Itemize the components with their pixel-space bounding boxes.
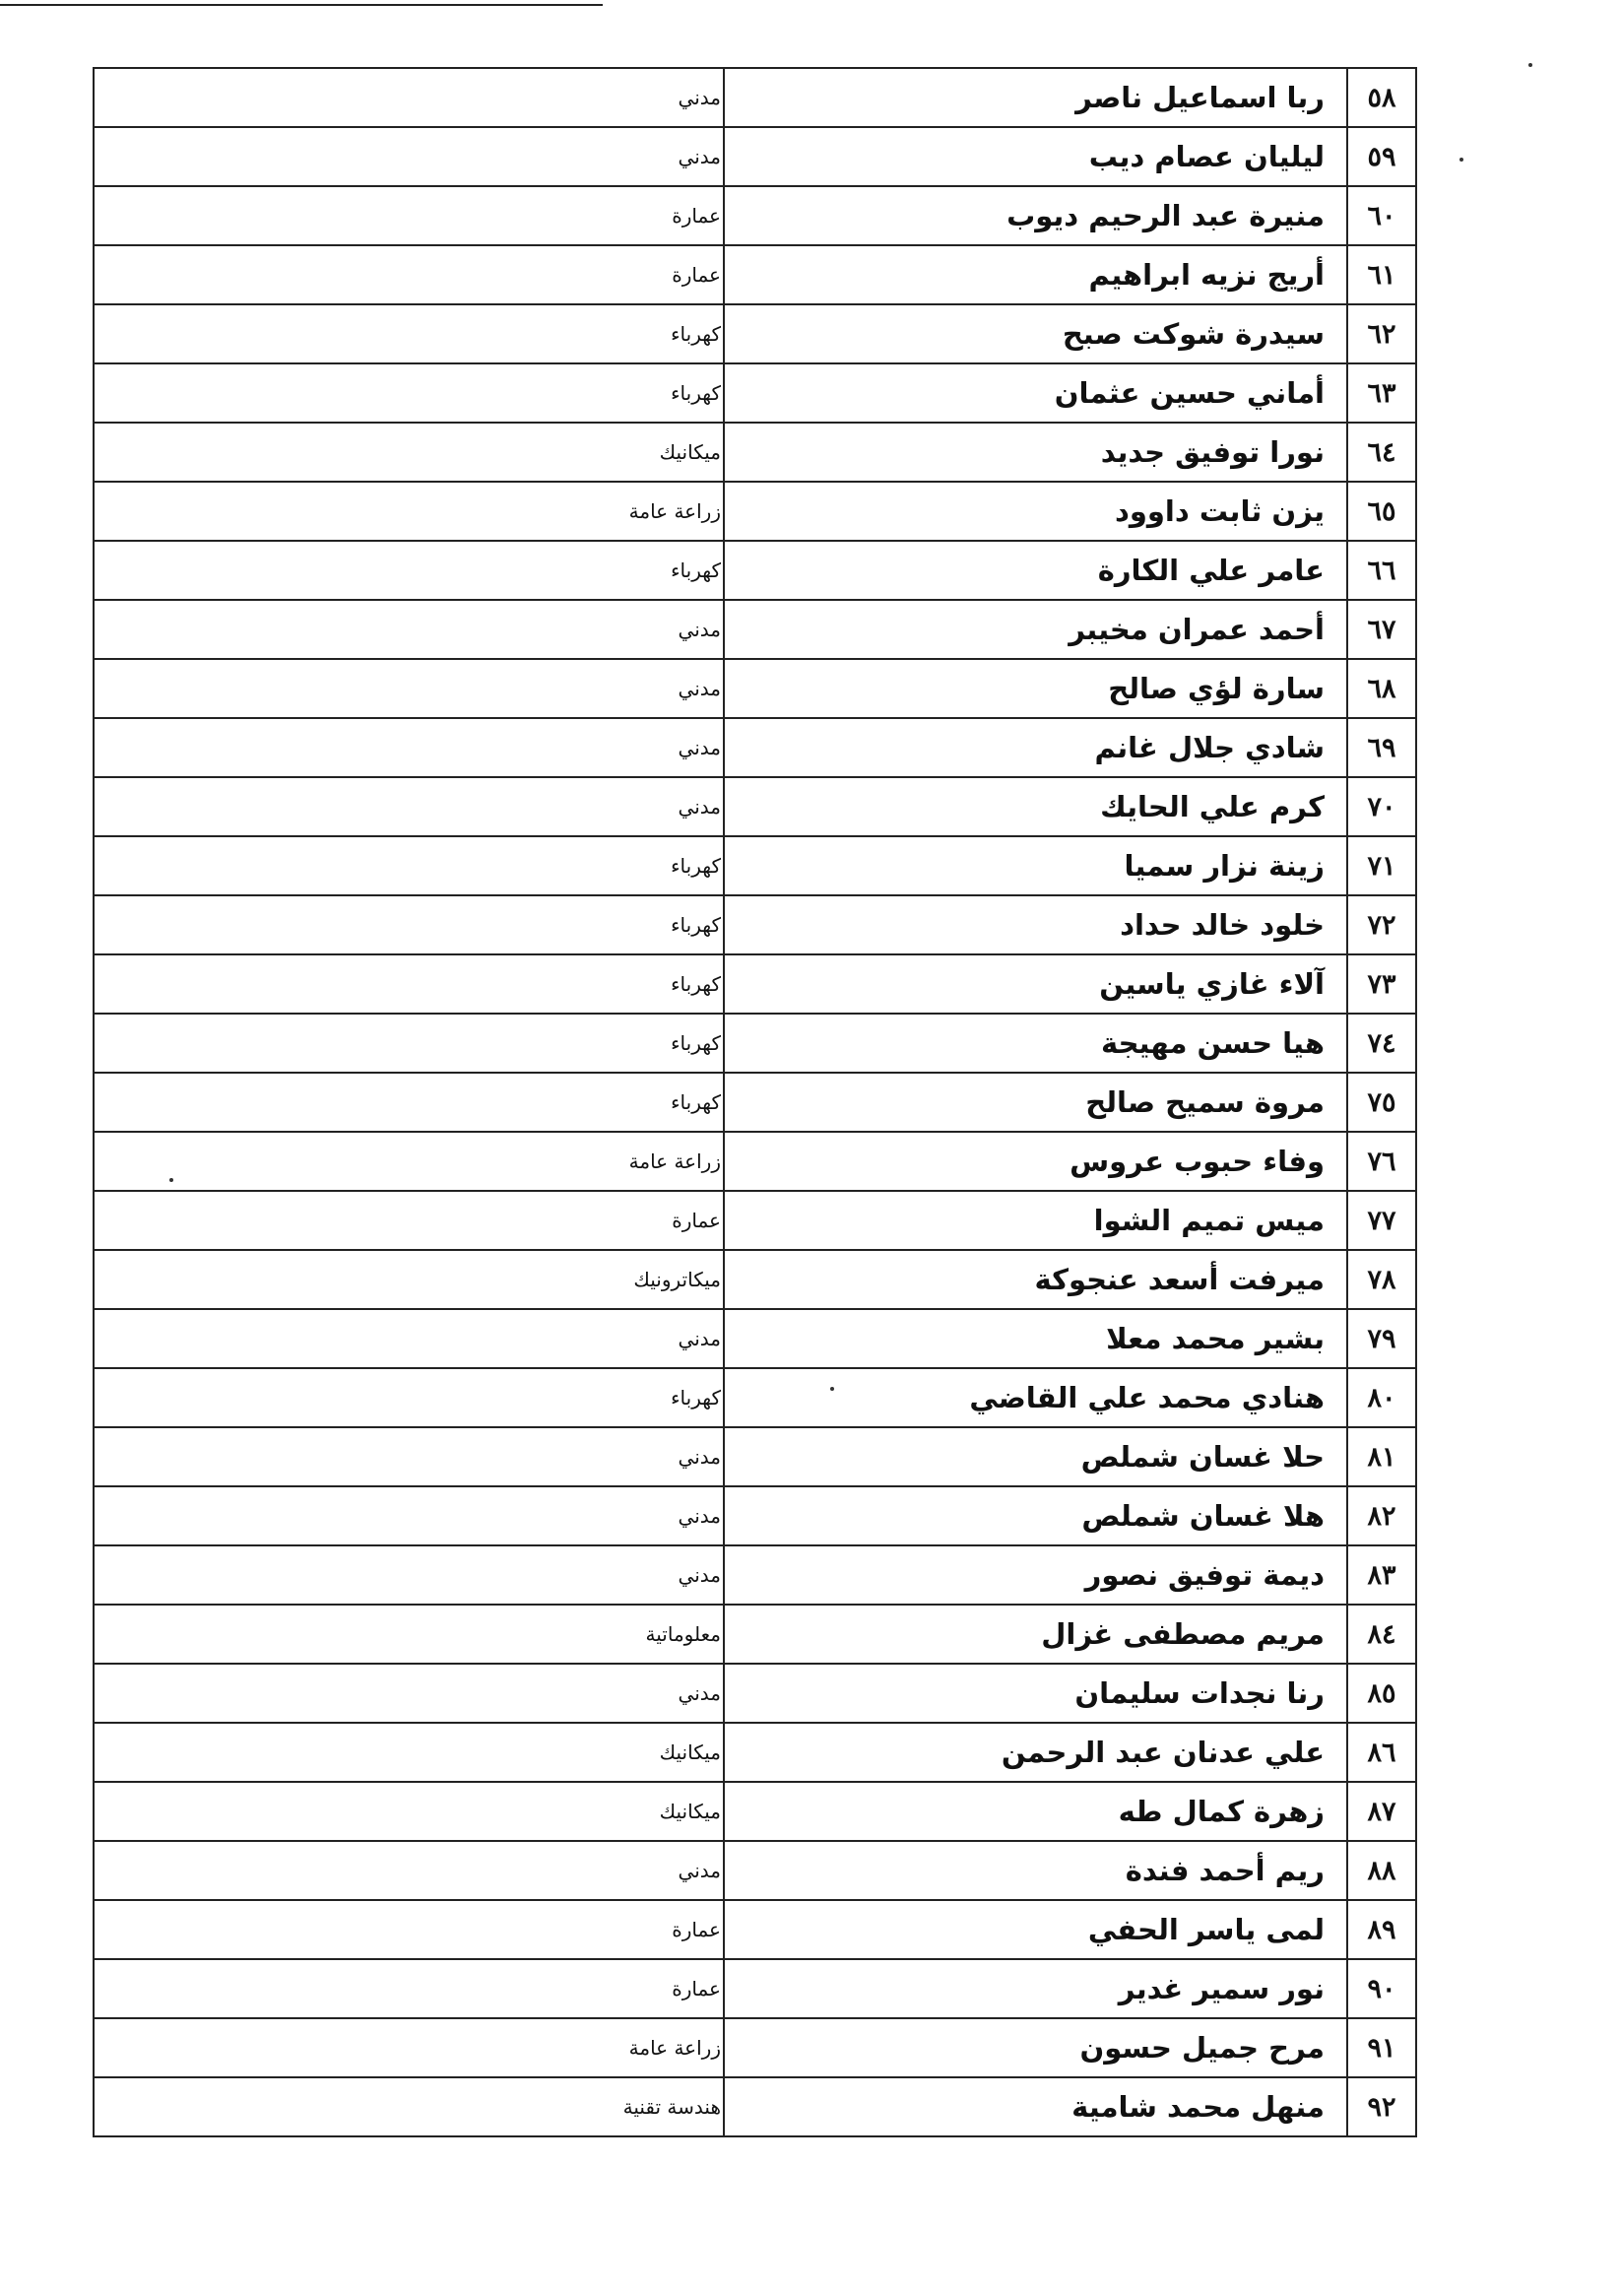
- table-row: [94, 954, 1416, 1014]
- row-number: ٨٨: [1347, 1841, 1416, 1900]
- department: هندسة تقنية: [94, 2077, 724, 2136]
- table-row: [94, 245, 1416, 304]
- row-number: ٩٢: [1347, 2077, 1416, 2136]
- student-name: هنادي محمد علي القاضي: [724, 1368, 1347, 1427]
- department: مدني: [94, 1841, 724, 1900]
- student-name: زهرة كمال طه: [724, 1782, 1347, 1841]
- department: مدني: [94, 1545, 724, 1605]
- student-name: أريج نزيه ابراهيم: [724, 245, 1347, 304]
- department: كهرباء: [94, 304, 724, 363]
- table-row: [94, 659, 1416, 718]
- row-number: ٧٦: [1347, 1132, 1416, 1191]
- row-number: ٧٧: [1347, 1191, 1416, 1250]
- row-number: ٥٨: [1347, 68, 1416, 127]
- roster-table: [93, 67, 1417, 2137]
- row-number: ٩٠: [1347, 1959, 1416, 2018]
- student-name: آلاء غازي ياسين: [724, 954, 1347, 1014]
- top-scan-rule: [0, 4, 603, 6]
- department: مدني: [94, 127, 724, 186]
- row-number: ٦٤: [1347, 423, 1416, 482]
- table-row: [94, 1545, 1416, 1605]
- row-number: ٦٨: [1347, 659, 1416, 718]
- row-number: ٨٠: [1347, 1368, 1416, 1427]
- scan-speck: [1528, 63, 1532, 67]
- table-row: [94, 1782, 1416, 1841]
- table-row: [94, 1605, 1416, 1664]
- row-number: ٨١: [1347, 1427, 1416, 1486]
- department: ميكاترونيك: [94, 1250, 724, 1309]
- row-number: ٦٠: [1347, 186, 1416, 245]
- department: مدني: [94, 1486, 724, 1545]
- table-row: [94, 1368, 1416, 1427]
- department: كهرباء: [94, 1014, 724, 1073]
- row-number: ٥٩: [1347, 127, 1416, 186]
- row-number: ٨٧: [1347, 1782, 1416, 1841]
- row-number: ٦٦: [1347, 541, 1416, 600]
- table-row: [94, 1250, 1416, 1309]
- student-name: هلا غسان شملص: [724, 1486, 1347, 1545]
- row-number: ٧٤: [1347, 1014, 1416, 1073]
- department: كهرباء: [94, 541, 724, 600]
- department: عمارة: [94, 186, 724, 245]
- department: عمارة: [94, 245, 724, 304]
- row-number: ٧٨: [1347, 1250, 1416, 1309]
- row-number: ٦٢: [1347, 304, 1416, 363]
- row-number: ٧٥: [1347, 1073, 1416, 1132]
- department: كهرباء: [94, 363, 724, 423]
- table-row: [94, 1664, 1416, 1723]
- row-number: ٧٣: [1347, 954, 1416, 1014]
- department: كهرباء: [94, 954, 724, 1014]
- student-name: عامر علي الكارة: [724, 541, 1347, 600]
- table-row: [94, 127, 1416, 186]
- student-name: وفاء حبوب عروس: [724, 1132, 1347, 1191]
- table-row: [94, 2077, 1416, 2136]
- table-row: [94, 304, 1416, 363]
- row-number: ٦٧: [1347, 600, 1416, 659]
- department: ميكانيك: [94, 1723, 724, 1782]
- student-name: سارة لؤي صالح: [724, 659, 1347, 718]
- student-name: هيا حسن مهيجة: [724, 1014, 1347, 1073]
- table-row: [94, 1073, 1416, 1132]
- department: عمارة: [94, 1191, 724, 1250]
- table-row: [94, 1959, 1416, 2018]
- row-number: ٨٥: [1347, 1664, 1416, 1723]
- scan-speck: [1459, 158, 1463, 162]
- table-row: [94, 600, 1416, 659]
- department: زراعة عامة: [94, 2018, 724, 2077]
- table-row: [94, 2018, 1416, 2077]
- table-row: [94, 1132, 1416, 1191]
- row-number: ٨٣: [1347, 1545, 1416, 1605]
- department: كهرباء: [94, 1073, 724, 1132]
- row-number: ٨٢: [1347, 1486, 1416, 1545]
- student-name: شادي جلال غانم: [724, 718, 1347, 777]
- department: ميكانيك: [94, 423, 724, 482]
- department: مدني: [94, 718, 724, 777]
- student-name: ديمة توفيق نصور: [724, 1545, 1347, 1605]
- department: زراعة عامة: [94, 482, 724, 541]
- student-name: سيدرة شوكت صبح: [724, 304, 1347, 363]
- table-row: [94, 777, 1416, 836]
- student-name: منهل محمد شامية: [724, 2077, 1347, 2136]
- table-row: [94, 68, 1416, 127]
- table-row: [94, 1841, 1416, 1900]
- student-name: منيرة عبد الرحيم ديوب: [724, 186, 1347, 245]
- department: عمارة: [94, 1959, 724, 2018]
- row-number: ٩١: [1347, 2018, 1416, 2077]
- table-row: [94, 541, 1416, 600]
- table-row: [94, 423, 1416, 482]
- department: زراعة عامة: [94, 1132, 724, 1191]
- row-number: ٧٠: [1347, 777, 1416, 836]
- table-row: [94, 718, 1416, 777]
- student-name: أحمد عمران مخيبر: [724, 600, 1347, 659]
- student-name: أماني حسين عثمان: [724, 363, 1347, 423]
- table-row: [94, 836, 1416, 895]
- table-row: [94, 1723, 1416, 1782]
- department: مدني: [94, 777, 724, 836]
- table-row: [94, 895, 1416, 954]
- department: كهرباء: [94, 895, 724, 954]
- row-number: ٦١: [1347, 245, 1416, 304]
- row-number: ٨٤: [1347, 1605, 1416, 1664]
- department: كهرباء: [94, 836, 724, 895]
- student-name: نورا توفيق جديد: [724, 423, 1347, 482]
- row-number: ٦٣: [1347, 363, 1416, 423]
- table-row: [94, 1486, 1416, 1545]
- student-name: كرم علي الحايك: [724, 777, 1347, 836]
- table-row: [94, 1427, 1416, 1486]
- department: مدني: [94, 1309, 724, 1368]
- department: مدني: [94, 600, 724, 659]
- student-name: ربا اسماعيل ناصر: [724, 68, 1347, 127]
- department: مدني: [94, 68, 724, 127]
- department: كهرباء: [94, 1368, 724, 1427]
- student-name: بشير محمد معلا: [724, 1309, 1347, 1368]
- student-name: رنا نجدات سليمان: [724, 1664, 1347, 1723]
- table-row: [94, 1014, 1416, 1073]
- row-number: ٨٦: [1347, 1723, 1416, 1782]
- roster-body: [94, 68, 1416, 2136]
- row-number: ٦٥: [1347, 482, 1416, 541]
- row-number: ٨٩: [1347, 1900, 1416, 1959]
- student-name: ليليان عصام ديب: [724, 127, 1347, 186]
- student-name: يزن ثابت داوود: [724, 482, 1347, 541]
- table-row: [94, 482, 1416, 541]
- table-row: [94, 186, 1416, 245]
- student-name: زينة نزار سميا: [724, 836, 1347, 895]
- row-number: ٧٢: [1347, 895, 1416, 954]
- student-name: مروة سميح صالح: [724, 1073, 1347, 1132]
- department: معلوماتية: [94, 1605, 724, 1664]
- department: عمارة: [94, 1900, 724, 1959]
- student-name: نور سمير غدير: [724, 1959, 1347, 2018]
- table-row: [94, 363, 1416, 423]
- row-number: ٧١: [1347, 836, 1416, 895]
- student-name: مرح جميل حسون: [724, 2018, 1347, 2077]
- department: مدني: [94, 1664, 724, 1723]
- table-row: [94, 1191, 1416, 1250]
- student-name: ميس تميم الشوا: [724, 1191, 1347, 1250]
- table-row: [94, 1900, 1416, 1959]
- row-number: ٧٩: [1347, 1309, 1416, 1368]
- department: ميكانيك: [94, 1782, 724, 1841]
- student-name: مريم مصطفى غزال: [724, 1605, 1347, 1664]
- table-row: [94, 1309, 1416, 1368]
- student-name: ميرفت أسعد عنجوكة: [724, 1250, 1347, 1309]
- row-number: ٦٩: [1347, 718, 1416, 777]
- student-name: ريم أحمد فندة: [724, 1841, 1347, 1900]
- department: مدني: [94, 659, 724, 718]
- department: مدني: [94, 1427, 724, 1486]
- student-name: حلا غسان شملص: [724, 1427, 1347, 1486]
- student-name: خلود خالد حداد: [724, 895, 1347, 954]
- student-name: لمى ياسر الحفي: [724, 1900, 1347, 1959]
- student-name: علي عدنان عبد الرحمن: [724, 1723, 1347, 1782]
